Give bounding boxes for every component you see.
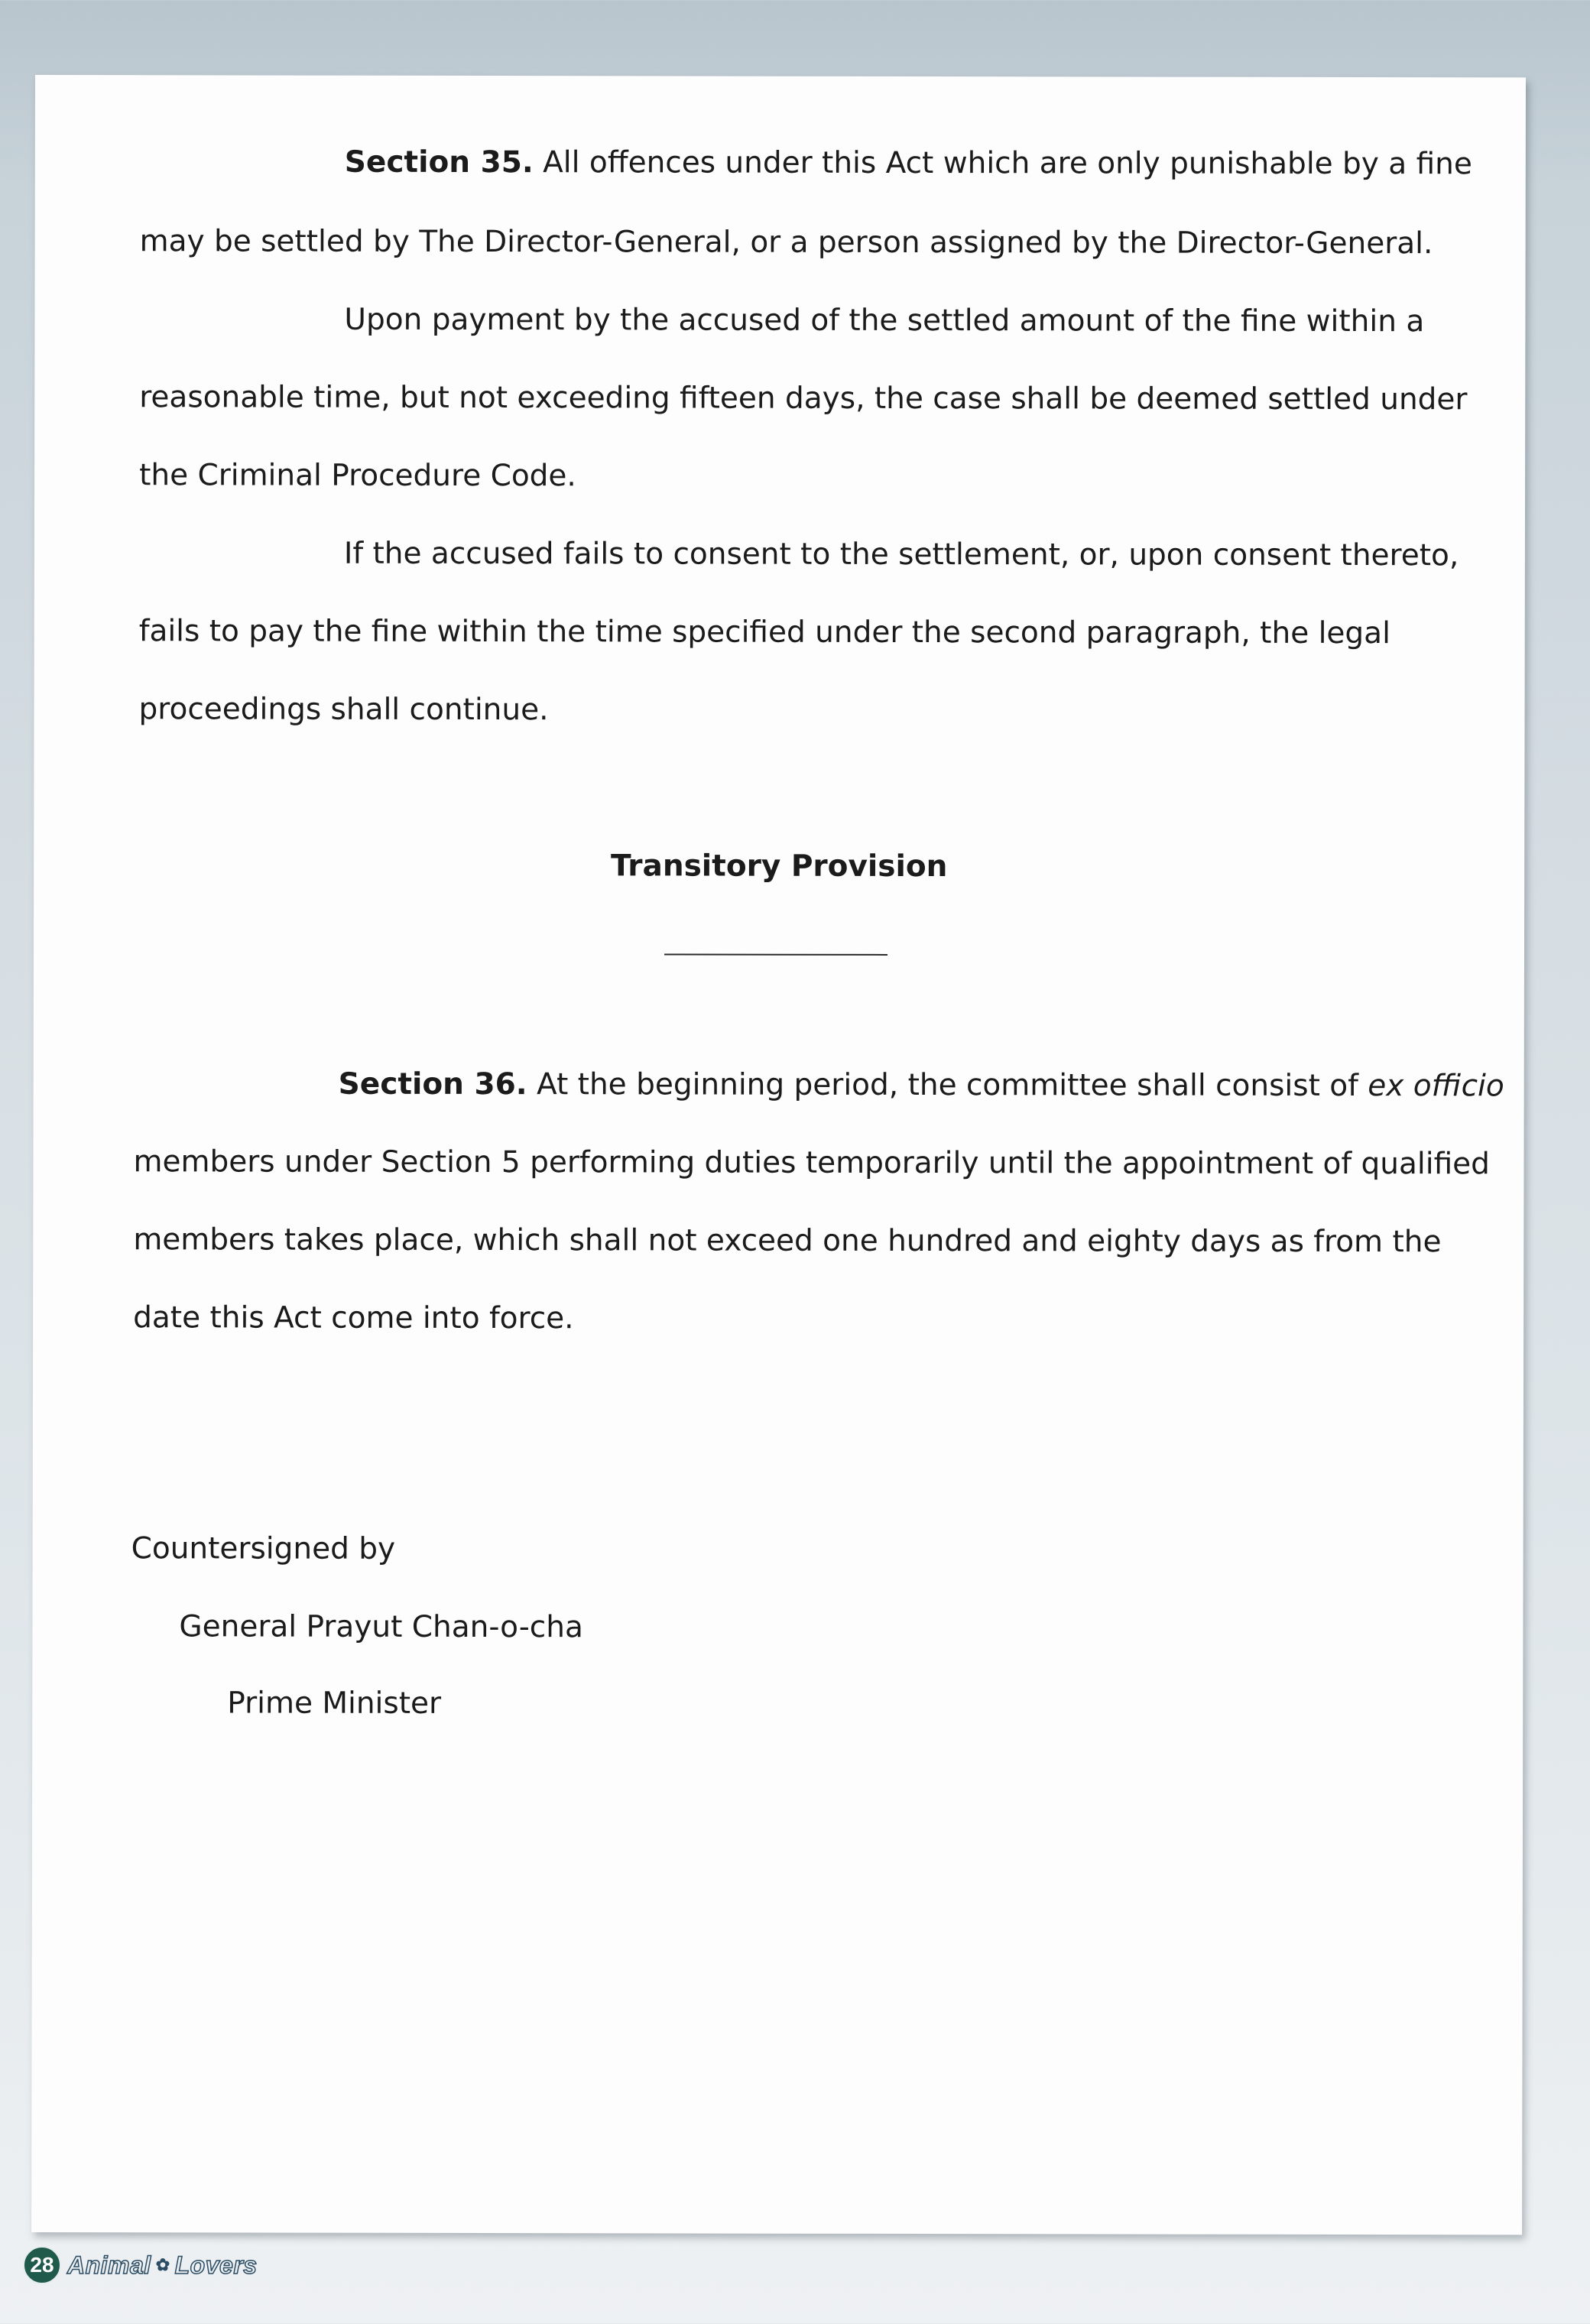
paw-icon: ✿ <box>155 2255 170 2274</box>
section-35-text: All offences under this Act which are only punishable by a fine <box>543 145 1472 182</box>
footer-brand <box>23 2246 258 2284</box>
signatory-name: General Prayut Chan-o-cha <box>179 1609 583 1645</box>
signatory-title: Prime Minister <box>227 1686 442 1721</box>
ex-officio-italic: ex officio <box>1368 1069 1504 1104</box>
section-36-heading: Section 36. <box>338 1066 527 1102</box>
section-36-text: At the beginning period, the committee shall consist of <box>536 1067 1358 1104</box>
section-35-first-line <box>344 144 1472 183</box>
section-36-first-line <box>338 1066 1504 1105</box>
brand-logo <box>67 2251 258 2280</box>
transitory-provision-heading: Transitory Provision <box>610 849 948 884</box>
section-35-para2-line-2: reasonable time, but not exceeding fifteen days, the case shall be deemed settled under <box>139 380 1468 417</box>
section-36-line-3: members takes place, which shall not exceed one hundred and eighty days as from the <box>133 1222 1442 1260</box>
page-number: 28 <box>23 2246 61 2284</box>
section-35-para3-line-1: If the accused fails to consent to the settlement, or, upon consent thereto, <box>343 536 1459 573</box>
brand-logo-left: Animal <box>67 2251 151 2279</box>
document-page <box>31 75 1526 2235</box>
countersigned-by: Countersigned by <box>131 1531 396 1566</box>
section-35-para3-line-3: proceedings shall continue. <box>138 692 549 728</box>
section-36-line-2: members under Section 5 performing duties temporarily until the appointment of qualified <box>133 1144 1490 1182</box>
section-35-line-2: may be settled by The Director-General, or a person assigned by the Director-General. <box>139 224 1433 261</box>
section-35-para2-line-1: Upon payment by the accused of the settled amount of the fine within a <box>344 302 1425 339</box>
section-35-para3-line-2: fails to pay the fine within the time specified under the second paragraph, the legal <box>138 614 1390 651</box>
section-35-heading: Section 35. <box>344 144 534 180</box>
brand-logo-right: Lovers <box>174 2251 258 2279</box>
section-36-line-4: date this Act come into force. <box>133 1300 574 1336</box>
section-35-para2-line-3: the Criminal Procedure Code. <box>139 458 576 494</box>
heading-underline-rule <box>664 953 887 956</box>
